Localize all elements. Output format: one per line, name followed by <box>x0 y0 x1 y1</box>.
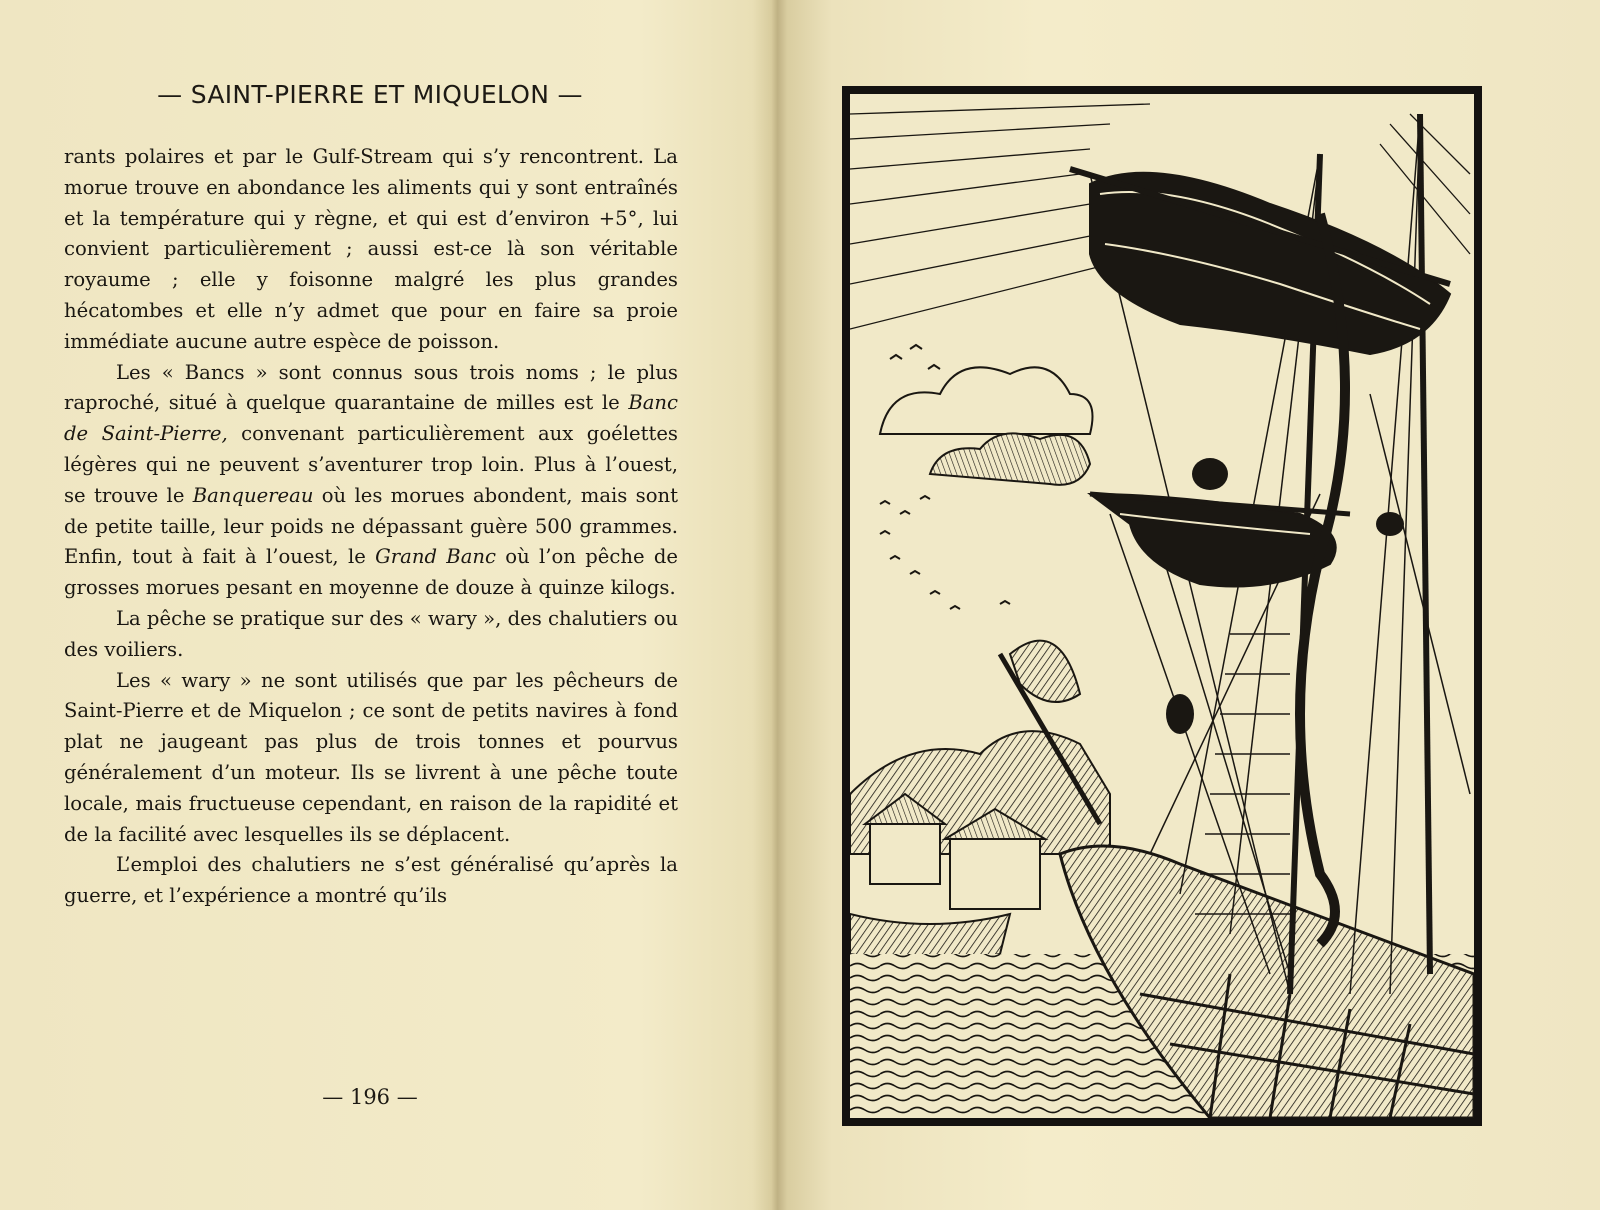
banquereau: Banquereau <box>192 483 314 507</box>
paragraph-2-text-d: où l’on pêche de grosses morues pesant en moyenne de douze à quinze kilogs. <box>64 545 678 600</box>
running-head: — SAINT-PIERRE ET MIQUELON — <box>157 80 583 109</box>
paragraph-2-text-a: Les « Bancs » sont connus sous trois noms ; le plus raproché, situé à quelque quarantaine de milles est le <box>64 360 678 415</box>
paragraph-3-text: La pêche se pratique sur des « wary », des chalutiers ou des voiliers. <box>64 606 678 661</box>
paragraph-4 <box>64 666 678 851</box>
paragraph-4-text: Les « wary » ne sont utilisés que par les pêcheurs de Saint-Pierre et de Miquelon ; ce sont de petits navires à fond plat ne jaugeant pas plus de trois tonnes et pourvus généralement d’un moteur. Ils se livrent à une pêche toute locale, mais fructueuse cependant, en raison de la rapidité et de la facilité avec lesquelles ils se déplacent. <box>64 668 678 846</box>
paragraph-2-text-b: convenant particulièrement aux goélettes légères qui ne peuvent s’aventurer trop loin. Plus à l’ouest, se trouve le <box>64 422 678 507</box>
paragraph-3 <box>64 604 678 666</box>
paragraph-1 <box>64 142 678 358</box>
left-page <box>0 0 770 1210</box>
grand-banc: Grand Banc <box>375 545 496 569</box>
body-text <box>64 142 678 912</box>
sailing-ship-woodcut-illustration <box>850 94 1474 1118</box>
paragraph-2 <box>64 358 678 604</box>
paragraph-5 <box>64 850 678 912</box>
paragraph-2-text-c: où les morues abondent, mais sont de petite taille, leur poids ne dépassant guère 500 grammes. Enfin, tout à fait à l’ouest, le <box>64 483 678 569</box>
paragraph-1-text: rants polaires et par le Gulf-Stream qui s’y rencontrent. La morue trouve en abondance les aliments qui y sont entraînés et la température qui y règne, et qui est d’environ +5°, lui convient particulièrement ; aussi est-ce là son véritable royaume ; elle y foisonne malgré les plus grandes hécatombes et elle n’y admet que pour en faire sa proie immédiate aucune autre espèce de poisson. <box>64 145 678 353</box>
page-number: — 196 — <box>322 1085 418 1109</box>
right-page <box>770 0 1600 1210</box>
paragraph-5-text: L’emploi des chalutiers ne s’est généralisé qu’après la guerre, et l’expérience a montré qu’ils <box>64 853 678 908</box>
banc-de-saint-pierre: Banc de Saint-Pierre, <box>64 391 678 446</box>
illustration-frame <box>842 86 1482 1126</box>
